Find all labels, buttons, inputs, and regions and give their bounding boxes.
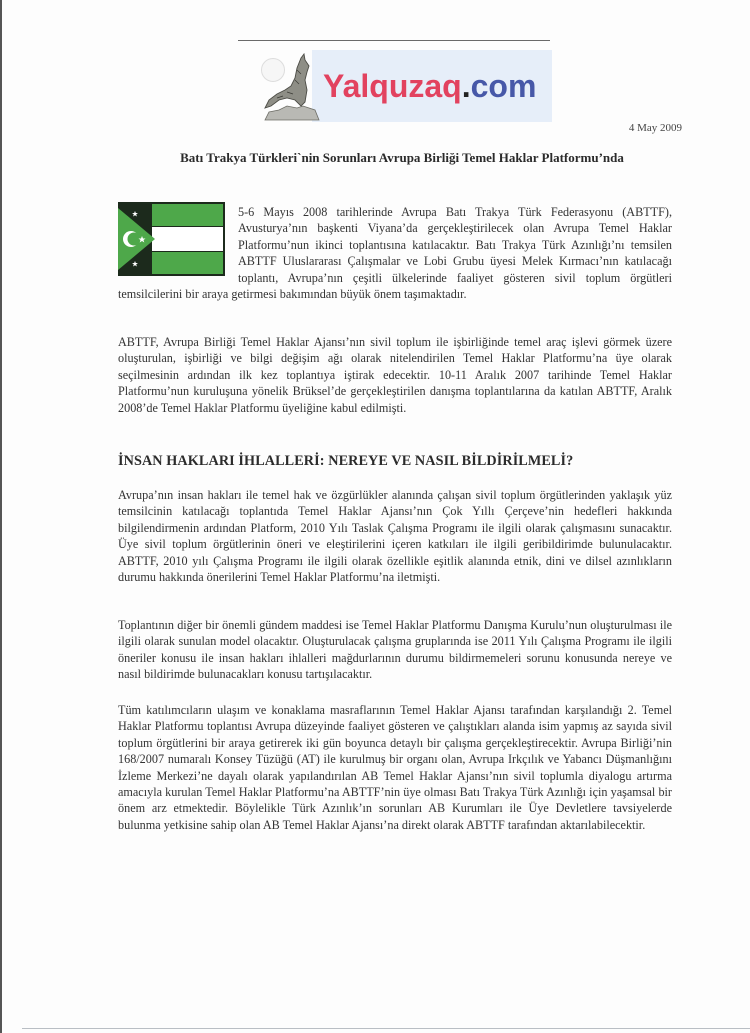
logo-dot: .: [461, 68, 471, 104]
logo-name: Yalquzaq: [323, 68, 462, 104]
paragraph-section-2: Toplantının diğer bir önemli gündem maddesi ise Temel Haklar Platformu Danışma Kurulu’nun oluşturulması ile ilgili olarak sunulan model olacaktır. Oluşturulacak çalışma gruplarında ise 2011 Yılı Çalışma Programı ile ilgili öneriler konusu ile insan hakları ihlalleri mağdurlarının durumu bildirmemeleri sorunu konusunda nereye ve nasıl bildirimde bulunacakları konusu tartışılacaktır.: [118, 618, 672, 682]
howling-wolf-icon: [257, 50, 327, 122]
paragraph-section-1: Avrupa’nın insan hakları ile temel hak ve özgürlükler alanında çalışan sivil toplum örgütlerinden yaklaşık yüz temsilcinin katılacağı toplantıda Temel Haklar Ajansı’nın Çok Yıllı Çerçeve’nin hedefleri hakkında bilgilendirmenin ardından Platform, 2010 Yılı Taslak Çalışma Programı ile ilgili olarak çalışmasını sunacaktır. Üye sivil toplum örgütlerinin öneri ve eleştirilerini içeren katkıları ile ilgili geribildirimde bulunulacaktır. ABTTF, 2010 yılı Çalışma Programı ile ilgili olarak özellikle eşitlik alanında etnik, dini ve dilsel azınlıkların durumu hakkında önerilerini Temel Haklar Platformu’na iletmişti.: [118, 488, 672, 585]
flag-spacer: [118, 204, 238, 286]
paragraph-intro: [118, 204, 672, 302]
site-logo[interactable]: [257, 50, 552, 122]
document-title: Batı Trakya Türkleri`nin Sorunları Avrupa Birliği Temel Haklar Platformu’nda: [180, 150, 624, 165]
document-date: 4 May 2009: [628, 122, 682, 134]
paragraph-intro-text: 5-6 Mayıs 2008 tarihlerinde Avrupa Batı Trakya Türk Federasyonu (ABTTF), Avusturya’nın başkenti Viyana’da gerçekleştirilecek olan Avrupa Temel Haklar Platformu’nun ikinci toplantısına katılacaktır. Batı Trakya Türk Azınlığı’nı temsilen ABTTF Uluslararası Çalışmalar ve Lobi Grubu üyesi Melek Kırmacı’nın katılacağı toplantı, Avrupa’nın çeşitli ülkelerinde faaliyet gösteren sivil toplum örgütleri temsilcilerini bir araya getirmesi bakımından büyük önem taşımaktadır.: [118, 205, 672, 302]
section-heading: İNSAN HAKLARI İHLALLERİ: NEREYE VE NASIL BİLDİRİLMELİ?: [118, 453, 574, 469]
logo-tld: com: [470, 68, 537, 104]
header-rule: [238, 40, 550, 41]
logo-wordmark: [323, 66, 536, 106]
paragraph-section-3: Tüm katılımcıların ulaşım ve konaklama masraflarının Temel Haklar Ajansı tarafından karşılandığı 2. Temel Haklar Platformu toplantısı Avrupa düzeyinde faaliyet gösteren ve çalıştıkları alanda isim yapmış az sayıda sivil toplum örgütlerini bir araya getirerek iki gün boyunca detaylı bir çalışma gerçekleştirecektir. Avrupa Birliği’nin 168/2007 numaralı Konsey Tüzüğü (AT) ile kurulmuş bir organı olan, Avrupa Irkçılık ve Yabancı Düşmanlığını İzleme Merkezi’ne dayalı olarak yapılandırılan AB Temel Haklar Ajansı’nın sivil toplumla diyalogu artırma amacıyla kurulan Temel Haklar Platformu’na ABTTF’nin üye olması Batı Trakya Türk Azınlığı için yaşamsal bir önem arz etmektedir. Böylelikle Türk Azınlık’ın sorunları AB Kurumları ile Üye Devletlere tavsiyelerde bulunma yetkisine sahip olan AB Temel Haklar Ajansı’na direkt olarak ABTTF tarafından aktarılabilecektir.: [118, 703, 672, 832]
footer-rule: [22, 1028, 750, 1029]
paragraph-platform-membership: ABTTF, Avrupa Birliği Temel Haklar Ajansı’nın sivil toplum ile işbirliğinde temel araç işlevi görmek üzere oluşturulan, işbirliği ve bilgi değişim ağı olarak nitelendirilen Temel Haklar Platformu’na üye olarak seçilmesinin ardından ilk kez toplantıya iştirak edecektir. 10-11 Aralık 2007 tarihinde Temel Haklar Platformu’nun kuruluşuna yönelik Brüksel’de gerçekleştirilen danışma toplantılarına da katılan ABTTF, Aralık 2008’de Temel Haklar Platformu üyeliğine kabul edilmişti.: [118, 335, 672, 415]
